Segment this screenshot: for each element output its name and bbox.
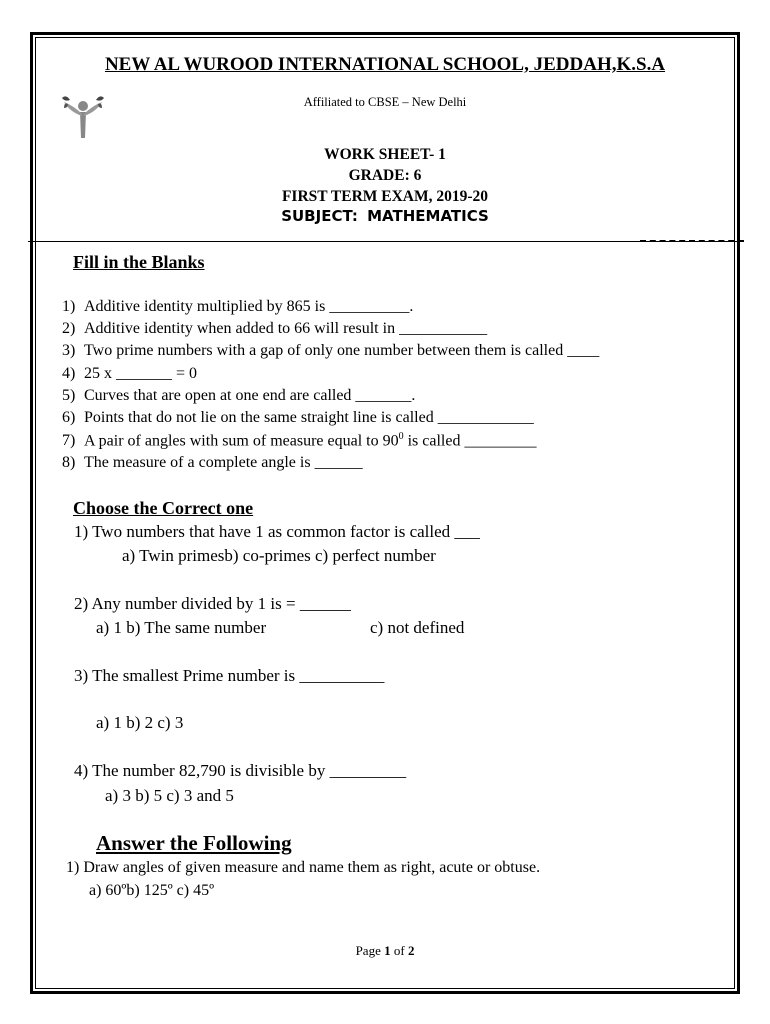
- question-options: a) Twin primesb) co-primes c) perfect number: [122, 546, 436, 565]
- list-item: 4) 25 x _______ = 0: [62, 365, 198, 382]
- question-text: 1) Draw angles of given measure and name them as right, acute or obtuse.: [66, 859, 541, 876]
- school-name: NEW AL WUROOD INTERNATIONAL SCHOOL, JEDDAH,K.S.A: [104, 54, 666, 75]
- list-item: 2) Additive identity when added to 66 will result in ___________: [62, 320, 488, 337]
- question-options: c) not defined: [370, 618, 465, 637]
- header-divider: [28, 241, 744, 242]
- list-item: 1) Additive identity multiplied by 865 is __________.: [62, 298, 414, 315]
- affiliation: Affiliated to CBSE – New Delhi: [303, 95, 467, 109]
- page-number: Page 1 of 2: [355, 943, 415, 958]
- question-text: 3) The smallest Prime number is __________: [74, 666, 385, 685]
- list-item: 7) A pair of angles with sum of measure equal to $90^0$ is called _________: [62, 431, 537, 450]
- list-item: 3) Two prime numbers with a gap of only one number between them is called ____: [62, 342, 600, 359]
- question-options: a) 3 b) 5 c) 3 and 5: [105, 786, 234, 805]
- list-item: 5) Curves that are open at one end are called _______.: [62, 387, 416, 404]
- subject-label: SUBJECT:: [281, 207, 358, 225]
- question-options: a) 1 b) 2 c) 3: [96, 713, 184, 732]
- grade: GRADE: 6: [348, 167, 422, 184]
- question-text: 2) Any number divided by 1 is = ______: [74, 594, 351, 613]
- worksheet-title: WORK SHEET- 1: [324, 146, 446, 163]
- section-choose-title: Choose the Correct one: [73, 498, 254, 518]
- question-options: a) 1 b) The same number: [96, 618, 267, 637]
- subject-value: MATHEMATICS: [367, 207, 489, 225]
- list-item: 8) The measure of a complete angle is ______: [62, 454, 363, 471]
- subject: [0, 207, 770, 225]
- exam-title: FIRST TERM EXAM, 2019-20: [281, 188, 489, 205]
- section-answer-title: Answer the Following: [96, 831, 292, 855]
- question-text: 4) The number 82,790 is divisible by _________: [74, 761, 407, 780]
- header-divider-dash: [640, 240, 744, 242]
- question-options: a) 60ºb) 125º c) 45º: [89, 882, 215, 899]
- section-fill-blanks-title: Fill in the Blanks: [73, 252, 205, 272]
- question-text: 1) Two numbers that have 1 as common factor is called ___: [74, 522, 480, 541]
- list-item: 6) Points that do not lie on the same straight line is called ____________: [62, 409, 534, 426]
